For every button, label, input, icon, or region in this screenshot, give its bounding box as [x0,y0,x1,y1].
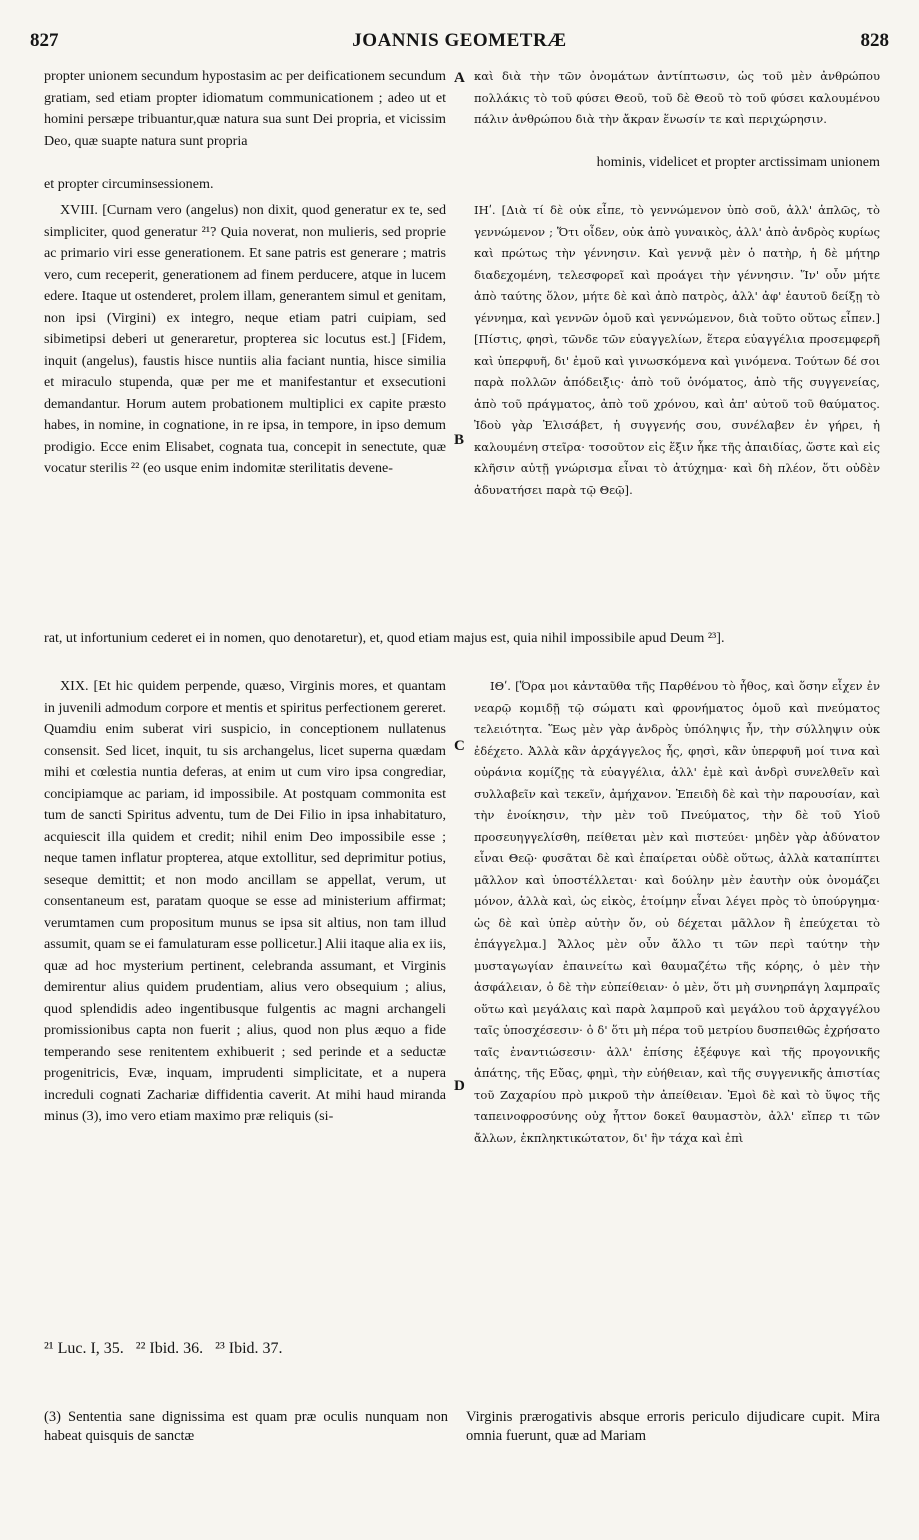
page-number-right: 828 [860,30,889,51]
page-number-left: 827 [30,30,59,51]
running-header [30,30,889,54]
editor-note-left-text: (3) Sententia sane dignissima est quam præ oculis nunquam non habeat quisquis de sanctæ [44,1409,448,1444]
margin-letter-b: B [454,432,465,448]
greek-paragraph-xix: ΙΘʹ. [Ὅρα μοι κἀνταῦθα τῆς Παρθένου τὸ ἦθος, καὶ ὅσην εἶχεν ἐν νεαρῷ κομιδῇ τῷ σώματι καὶ φρονήματος ὁμοῦ καὶ πνεύματος τελειότητα. Ἕως μὲν γὰρ ἀνδρὸς ὑπόληψις ἦν, τὴν σύλληψιν οὐκ ἐδέχετο. Ἀλλὰ κἂν ἀρχάγγελος ἦς, φησὶ, κἂν ὑπερφυῆ μοί τινα καὶ οὐράνια κομίζῃς τὰ εὐαγγέλια, ἀλλ' ἐμὲ καὶ ἀνδρὶ συνελθεῖν καὶ συλλαβεῖν καὶ τεκεῖν, ἀμήχανον. Ἐπειδὴ δὲ καὶ τὴν παρουσίαν, καὶ τὴν ἐνοίκησιν, τὴν μὲν τοῦ Πνεύματος, τὴν δὲ τοῦ Υἱοῦ προσευηγγελίσθη, πείθεται μὲν καὶ πιστεύει· μηδὲν γὰρ ἀδύνατον εἶναι Θεῷ· φυσᾶται δὲ καὶ ἐπαίρεται οὐδὲ οὕτως, ἀλλὰ καταπίπτει μᾶλλον καὶ ὑποστέλλεται· καὶ δούλην μὲν ἑαυτὴν οὐκ ὀνομάζει μόνον, ἀλλὰ καὶ, ὡς εἰκὸς, ἑτοίμην εἶναι λέγει πρὸς τὸ ὑπούργημα· ὡς δὲ καὶ ὑπὲρ αὐτὴν ὄν, οὐ δέχεται μᾶλλον ἢ ἐπεύχεται τὸ ἐπάγγελμα.] Ἄλλος μὲν οὖν ἄλλο τι τῶν περὶ ταύτην τὴν μυσταγωγίαν ἐπαινείτω καὶ θαυμαζέτω τῆς κόρης, ὁ μὲν τὴν ἀσφάλειαν, ὁ δὲ τὴν εὐπείθειαν· ὁ μὲν, ὅτι μὴ συνηρπάγη λαμπραῖς οὕτω καὶ μεγάλαις καὶ παρὰ λαμπροῦ καὶ μεγάλου τοῦ ἀρχαγγέλου ταῖς ὑποσχέσεσιν· ὁ δ' ὅτι μὴ πέρα τοῦ μετρίου δυσπειθῶς ἐχρήσατο ταῖς ἐναντιώσεσιν· ἀλλ' ἐπίσης ἐξέφυγε καὶ τῆς προγονικῆς ἀπάτης, τῆς Εὔας, φημὶ, τὴν εὐήθειαν, καὶ τῆς συγγενικῆς ἀπιστίας τοῦ Ζαχαρίου πρὸ μικροῦ τὴν ἀπείθειαν. Ἐμοὶ δὲ καὶ τὸ ὕψος τῆς ταπεινοφροσύνης οὐχ ἧττον δοκεῖ θαυμαστὸν, ἀλλ' εἴπερ τι τῶν ἄλλων, ἐκπληκτικώτατον, δι' ἣν τάχα καὶ ἐπὶ [474,679,880,1145]
editor-note-left [44,1408,448,1446]
greek-column-top [474,66,880,156]
editor-note-right [466,1408,880,1446]
greek-paragraph-1: καὶ διὰ τὴν τῶν ὀνομάτων ἀντίπτωσιν, ὡς τοῦ μὲν ἀνθρώπου πολλάκις τὸ τοῦ φύσει Θεοῦ, τοῦ δὲ Θεοῦ τὸ τοῦ φύσει καλουμένου πάλιν ἀνθρώπου διὰ τὴν ἄκραν ἕνωσίν τε καὶ περιχώρησιν. [474,69,880,126]
running-title: JOANNIS GEOMETRÆ [352,30,567,51]
latin-column-xviii [44,200,446,630]
latin-paragraph-xix: XIX. [Et hic quidem perpende, quæso, Virginis mores, et quantam in juvenili admodum corpore et mentis et spiritus perfectionem gereret. Quamdiu enim suberat viri suspicio, in conceptionem nullatenus consensit. Sed licet, inquit, tu sis archangelus, licet superna quædam mihi et cœlestia nuntia deferas, at enim ut cum viro ipsa congrediar, concipiamque ac pariam, id impossibile. At postquam commonita est tum de sancti Spiritus adventu, tum de Dei Filio in ipsa inhabitaturo, acquiescit illa quidem et credit; nihil enim Deo impossibile esse ; neque tamen inflatur propterea, atque extollitur, sed deprimitur potius, seseque demittit; et non modo ancillam se appellat, verum, ut consentaneum est, paratam quoque se esse ad ministerium affirmat; verumtamen cum propositum munus se ipsa sit altius, non tam illud assumit, quam se ei famulaturam esse pollicetur.] Alii itaque alia ex iis, quæ ad hoc mysterium pertinent, celebranda assumant, et Virginis demirentur alius quidem prudentiam, alius vero obsequium ; alius, quod splendidis adeo ingentibusque fulgentis ac magni archangeli promissionibus capta non fuerit ; alius, quod non plus æquo a fide temperando sese renitentem exhibuerit ; sed perinde et a seductæ progenitricis, Evæ, inquam, imprudenti simplicitate, et a nupera increduli cognati Zachariæ diffidentia caverit. At mihi haud miranda minus (3), imo vero etiam maximo præ reliquis (si- [44,678,446,1124]
latin-paragraph-1: propter unionem secundum hypostasim ac per deificationem secundum gratiam, sed etiam propter idiomatum communicationem ; adeo ut et homini persæpe tribuantur,quæ natura sua sunt Dei propria, et vicissim Deo, quæ suapte natura sunt propria [44,68,446,149]
greek-p1-tail-text: hominis, videlicet et propter arctissimam unionem [596,154,880,170]
greek-column-xix [474,676,880,1326]
margin-letter-d: D [454,1078,465,1094]
margin-letter-a: A [454,70,465,86]
scripture-footnotes: ²¹ Luc. I, 35. ²² Ibid. 36. ²³ Ibid. 37. [44,1340,283,1357]
latin-p1-tail-text: et propter circuminsessionem. [44,176,214,192]
latin-column-xix [44,676,446,1326]
full-width-line [44,628,880,672]
greek-paragraph-xviii: ΙΗʹ. [Διὰ τί δὲ οὐκ εἶπε, τὸ γεννώμενον ὑπὸ σοῦ, ἀλλ' ἁπλῶς, τὸ γεννώμενον ; Ὅτι οἶδεν, οὐκ ἀπὸ γυναικὸς, ἀλλ' ἀπὸ ἀνδρὸς κυρίως καὶ πρώτως τὴν γέννησιν. Καὶ γεννᾷ μὲν ὁ πατὴρ, ἡ δὲ μήτηρ διαδεχομένη, τελεσφορεῖ καὶ προάγει τὴν γέννησιν. Ἵν' οὖν μήτε ἀπὸ ταύτης ὅλον, μήτε δὲ καὶ ἀπὸ πατρὸς, ἀλλ' ἀφ' ἑαυτοῦ δείξῃ τὸ γέννημα, καὶ γεννῶν ὁμοῦ καὶ γεννώμενον, διὰ τοῦτο οὕτως εἶπεν.] [Πίστις, φησὶ, τῶνδε τῶν εὐαγγελίων, ἕτερα εὐαγγέλια προσεμφερῆ καὶ ὑπερφυῆ, δι' ἐμοῦ καὶ γινωσκόμενα καὶ γινόμενα. Τούτων δέ σοι παρὰ πολλῶν ἀπόδειξις· ἀπὸ τοῦ ὀνόματος, ἀπὸ τῆς συγγενείας, ἀπὸ τοῦ πράγματος, ἀπὸ τοῦ χρόνου, καὶ ἀπ' αὐτοῦ τοῦ θαύματος. Ἰδοὺ γὰρ Ἐλισάβετ, ἡ συγγενής σου, συνέλαβεν ἐν γήρει, ἡ καλουμένη στεῖρα· τοσοῦτον εἰς ἕξιν ἧκε τῆς ἀπαιδίας, ὥστε καὶ εἰς κλῆσιν αὐτῇ γνώρισμα εἶναι τὸ ἀτύχημα· καὶ δὴ πλέον, ὅτι οὐδὲν ἀδυνατήσει παρὰ τῷ Θεῷ]. [474,203,880,497]
editor-note-right-text: Virginis prærogativis absque erroris periculo dijudicare cupit. Mira omnia fuerunt, quæ ad Mariam [466,1409,880,1444]
margin-letter-c: C [454,738,465,754]
greek-p1-tail [460,152,880,174]
latin-paragraph-xviii: XVIII. [Curnam vero (angelus) non dixit, quod generatur ex te, sed simpliciter, quod generatur ²¹? Quia noverat, non mulieris, sed proprie ac primario viri esse generationem. Et sane patris est generare ; matris vero, cum receperit, generationem ad finem perducere, atque in lucem edere. Itaque ut ostenderet, prolem illam, generantem simul et genitam, non ipsi (Virgini) ex integro, neque etiam patri cuipiam, sed sibimetipsi deberi ut generaretur, propterea sic locutus est.] [Fidem, inquit (angelus), faustis hisce nuntiis alia faciant nuntia, hisce similia et miraculo stupenda, quæ per me et manifestantur et exsecutioni demandantur. Horum autem probationem multiplici ex capite præsto habes, in nomine, in cognatione, in re ipsa, in tempore, in ipso demum prodigio. Ecce enim Elisabet, cognata tua, concepit in senectute, quæ vocatur sterilis ²² (eo usque enim indomitæ sterilitatis devene- [44,202,446,476]
full-width-line-text: rat, ut infortunium cederet ei in nomen, quo denotaretur), et, quod etiam majus est, quia nihil impossibile apud Deum ²³]. [44,630,725,646]
latin-p1-tail [44,174,464,196]
greek-column-xviii [474,200,880,630]
